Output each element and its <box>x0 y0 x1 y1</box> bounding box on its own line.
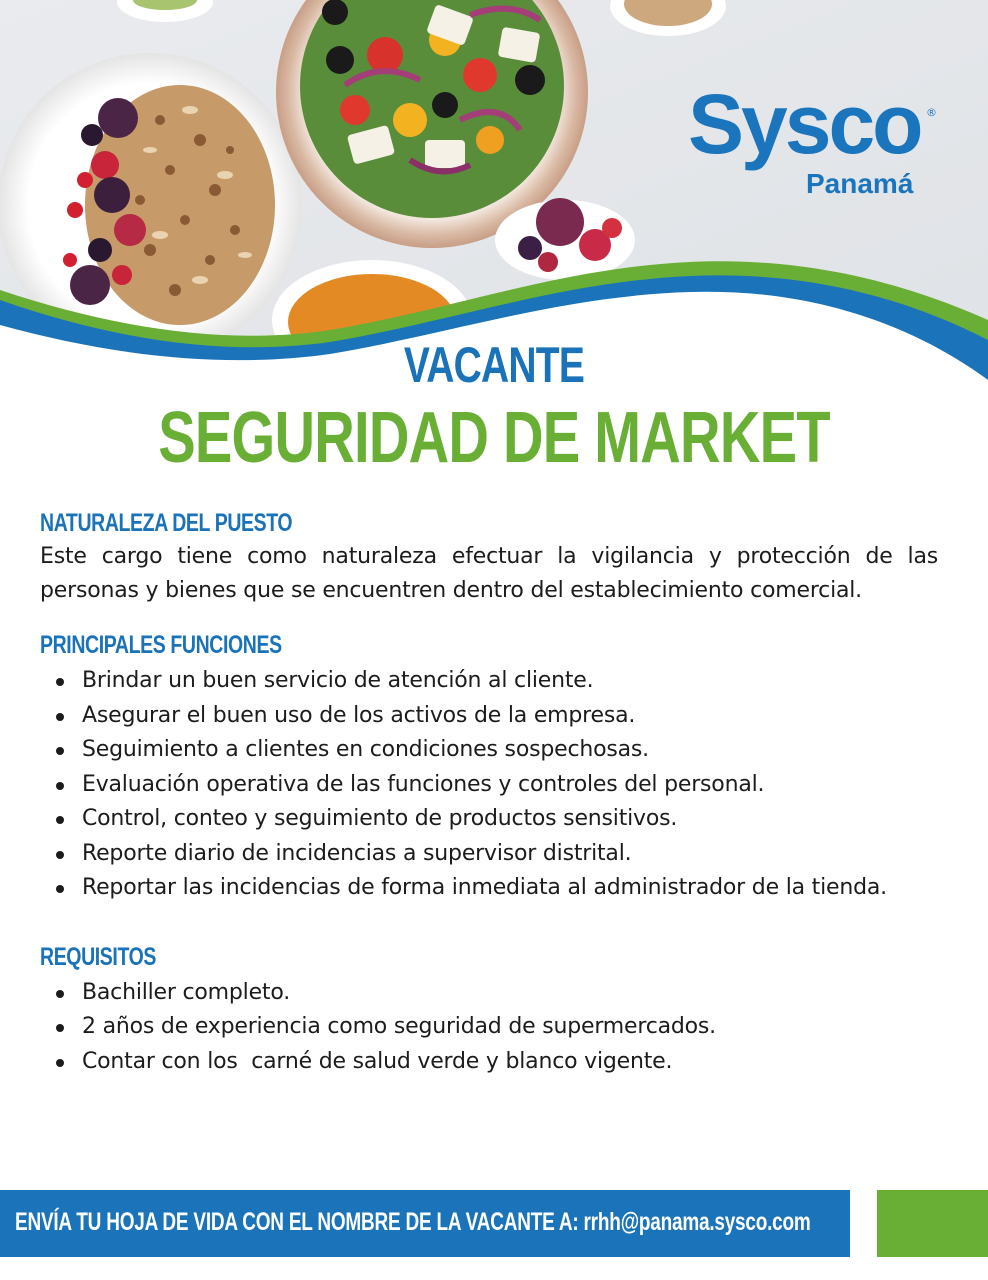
title-block <box>0 330 988 478</box>
section-heading-funciones: PRINCIPALES FUNCIONES <box>40 631 282 659</box>
job-description <box>40 508 938 1079</box>
naturaleza-paragraph: Este cargo tiene como naturaleza efectuar la vigilancia y protección de las personas y bienes que se encuentren dentro del establecimiento comercial. <box>40 544 938 603</box>
list-item-text: Brindar un buen servicio de atención al cliente. <box>82 668 594 693</box>
list-item-text: Evaluación operativa de las funciones y controles del personal. <box>82 771 765 797</box>
funciones-list <box>40 664 938 906</box>
list-item <box>40 871 938 906</box>
list-item <box>40 733 938 768</box>
bullet-icon <box>56 713 64 721</box>
job-title: SEGURIDAD DE MARKET <box>158 398 830 478</box>
logo-registered-mark: ® <box>926 106 937 119</box>
bullet-icon <box>56 747 64 755</box>
list-item <box>40 1010 938 1045</box>
list-item-text: Reportar las incidencias de forma inmediata al administrador de la tienda. <box>82 875 887 900</box>
apply-instructions: ENVÍA TU HOJA DE VIDA CON EL NOMBRE DE LA VACANTE A: rrhh@panama.sysco.com <box>15 1208 811 1236</box>
footer-accent-block <box>877 1190 988 1257</box>
list-item-text: Contar con los carné de salud verde y blanco vigente. <box>82 1048 673 1074</box>
list-item-text: Control, conteo y seguimiento de productos sensitivos. <box>82 806 678 831</box>
list-item <box>40 699 938 734</box>
requisitos-list <box>40 976 938 1080</box>
logo-wordmark: Sysco <box>688 77 921 171</box>
bullet-icon <box>56 1059 64 1067</box>
list-item-text: Seguimiento a clientes en condiciones sospechosas. <box>82 737 649 762</box>
list-item-text: Asegurar el buen uso de los activos de la empresa. <box>82 702 636 728</box>
list-item <box>40 976 938 1011</box>
section-heading-requisitos: REQUISITOS <box>40 942 157 971</box>
list-item <box>40 768 938 803</box>
bullet-icon <box>56 1024 64 1032</box>
bullet-icon <box>56 782 64 790</box>
bullet-icon <box>56 885 64 893</box>
footer-bar <box>0 1190 850 1257</box>
bullet-icon <box>56 851 64 859</box>
bullet-icon <box>56 990 64 998</box>
list-item-text: Bachiller completo. <box>82 979 291 1005</box>
list-item <box>40 664 938 699</box>
list-item-text: 2 años de experiencia como seguridad de supermercados. <box>82 1014 716 1039</box>
list-item <box>40 837 938 872</box>
list-item <box>40 1045 938 1080</box>
bullet-icon <box>56 678 64 686</box>
logo-country: Panamá <box>806 168 914 199</box>
sysco-logo <box>688 77 948 212</box>
hero-food-photo <box>0 0 988 380</box>
list-item-text: Reporte diario de incidencias a supervisor distrital. <box>82 840 632 866</box>
list-item <box>40 802 938 837</box>
vacancy-label: VACANTE <box>403 337 585 393</box>
section-heading-naturaleza: NATURALEZA DEL PUESTO <box>40 509 293 537</box>
bullet-icon <box>56 816 64 824</box>
